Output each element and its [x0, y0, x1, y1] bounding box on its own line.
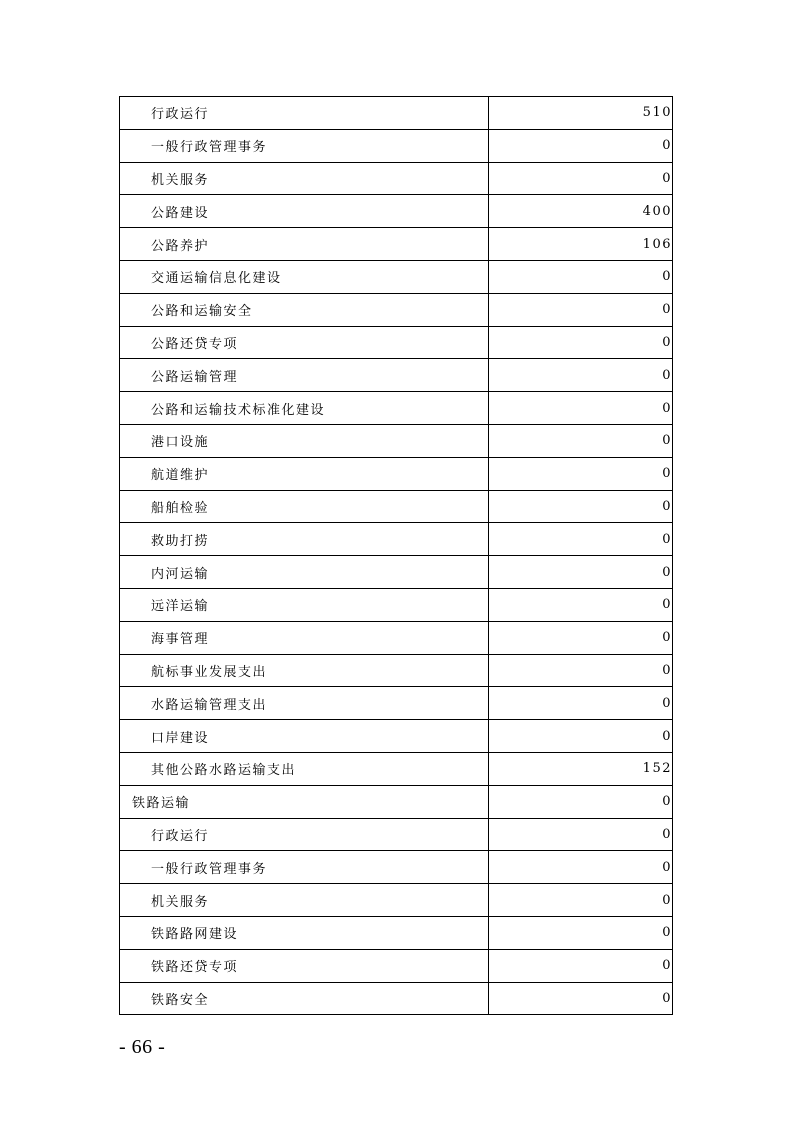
- item-value-cell: 0: [489, 293, 673, 326]
- table-row: [120, 556, 673, 589]
- item-name-cell: 公路养护: [120, 228, 489, 261]
- item-value-cell: 0: [489, 785, 673, 818]
- table-row: [120, 818, 673, 851]
- table-row: [120, 195, 673, 228]
- item-name-cell: 铁路安全: [120, 982, 489, 1015]
- page-number: - 66 -: [119, 1036, 166, 1058]
- table-row: [120, 457, 673, 490]
- table-row: [120, 293, 673, 326]
- item-name-cell: 海事管理: [120, 621, 489, 654]
- item-value-cell: 106: [489, 228, 673, 261]
- item-value-cell: 0: [489, 818, 673, 851]
- item-name-cell: 港口设施: [120, 424, 489, 457]
- item-name-cell: 交通运输信息化建设: [120, 260, 489, 293]
- item-name-cell: 机关服务: [120, 884, 489, 917]
- table-row: [120, 720, 673, 753]
- item-value-cell: 0: [489, 949, 673, 982]
- table-row: [120, 424, 673, 457]
- item-name-cell: 铁路还贷专项: [120, 949, 489, 982]
- item-value-cell: 0: [489, 851, 673, 884]
- item-name-cell: 口岸建设: [120, 720, 489, 753]
- table-row: [120, 752, 673, 785]
- item-name-cell: 公路和运输技术标准化建设: [120, 392, 489, 425]
- item-value-cell: 0: [489, 654, 673, 687]
- item-name-cell: 船舶检验: [120, 490, 489, 523]
- item-value-cell: 0: [489, 129, 673, 162]
- item-value-cell: 0: [489, 556, 673, 589]
- table-row: [120, 884, 673, 917]
- table-body: [120, 97, 673, 1015]
- item-name-cell: 航标事业发展支出: [120, 654, 489, 687]
- table-row: [120, 523, 673, 556]
- item-name-cell: 救助打捞: [120, 523, 489, 556]
- table-row: [120, 588, 673, 621]
- table-row: [120, 949, 673, 982]
- item-name-cell: 铁路路网建设: [120, 916, 489, 949]
- table-row: [120, 129, 673, 162]
- item-value-cell: 152: [489, 752, 673, 785]
- item-value-cell: 0: [489, 523, 673, 556]
- table-row: [120, 982, 673, 1015]
- item-name-cell: 行政运行: [120, 97, 489, 130]
- table-row: [120, 97, 673, 130]
- table-row: [120, 654, 673, 687]
- item-value-cell: 0: [489, 588, 673, 621]
- table-row: [120, 162, 673, 195]
- item-name-cell: 其他公路水路运输支出: [120, 752, 489, 785]
- item-value-cell: 0: [489, 916, 673, 949]
- item-name-cell: 公路和运输安全: [120, 293, 489, 326]
- item-value-cell: 510: [489, 97, 673, 130]
- item-name-cell: 水路运输管理支出: [120, 687, 489, 720]
- item-name-cell: 公路还贷专项: [120, 326, 489, 359]
- table-row: [120, 851, 673, 884]
- item-value-cell: 0: [489, 720, 673, 753]
- table-row: [120, 260, 673, 293]
- item-name-cell: 一般行政管理事务: [120, 851, 489, 884]
- item-name-cell: 铁路运输: [120, 785, 489, 818]
- item-value-cell: 0: [489, 457, 673, 490]
- item-value-cell: 0: [489, 621, 673, 654]
- item-name-cell: 公路运输管理: [120, 359, 489, 392]
- item-value-cell: 0: [489, 326, 673, 359]
- table-row: [120, 326, 673, 359]
- item-value-cell: 0: [489, 687, 673, 720]
- table-row: [120, 687, 673, 720]
- table-row: [120, 228, 673, 261]
- item-name-cell: 机关服务: [120, 162, 489, 195]
- item-value-cell: 400: [489, 195, 673, 228]
- item-value-cell: 0: [489, 359, 673, 392]
- item-value-cell: 0: [489, 424, 673, 457]
- item-name-cell: 公路建设: [120, 195, 489, 228]
- item-name-cell: 航道维护: [120, 457, 489, 490]
- item-name-cell: 远洋运输: [120, 588, 489, 621]
- item-name-cell: 行政运行: [120, 818, 489, 851]
- table-row: [120, 359, 673, 392]
- item-value-cell: 0: [489, 982, 673, 1015]
- budget-table: [119, 96, 673, 1015]
- table-row: [120, 785, 673, 818]
- item-value-cell: 0: [489, 162, 673, 195]
- item-value-cell: 0: [489, 490, 673, 523]
- item-value-cell: 0: [489, 260, 673, 293]
- table-row: [120, 916, 673, 949]
- table-row: [120, 392, 673, 425]
- item-name-cell: 一般行政管理事务: [120, 129, 489, 162]
- item-value-cell: 0: [489, 884, 673, 917]
- item-value-cell: 0: [489, 392, 673, 425]
- table-row: [120, 490, 673, 523]
- item-name-cell: 内河运输: [120, 556, 489, 589]
- table-row: [120, 621, 673, 654]
